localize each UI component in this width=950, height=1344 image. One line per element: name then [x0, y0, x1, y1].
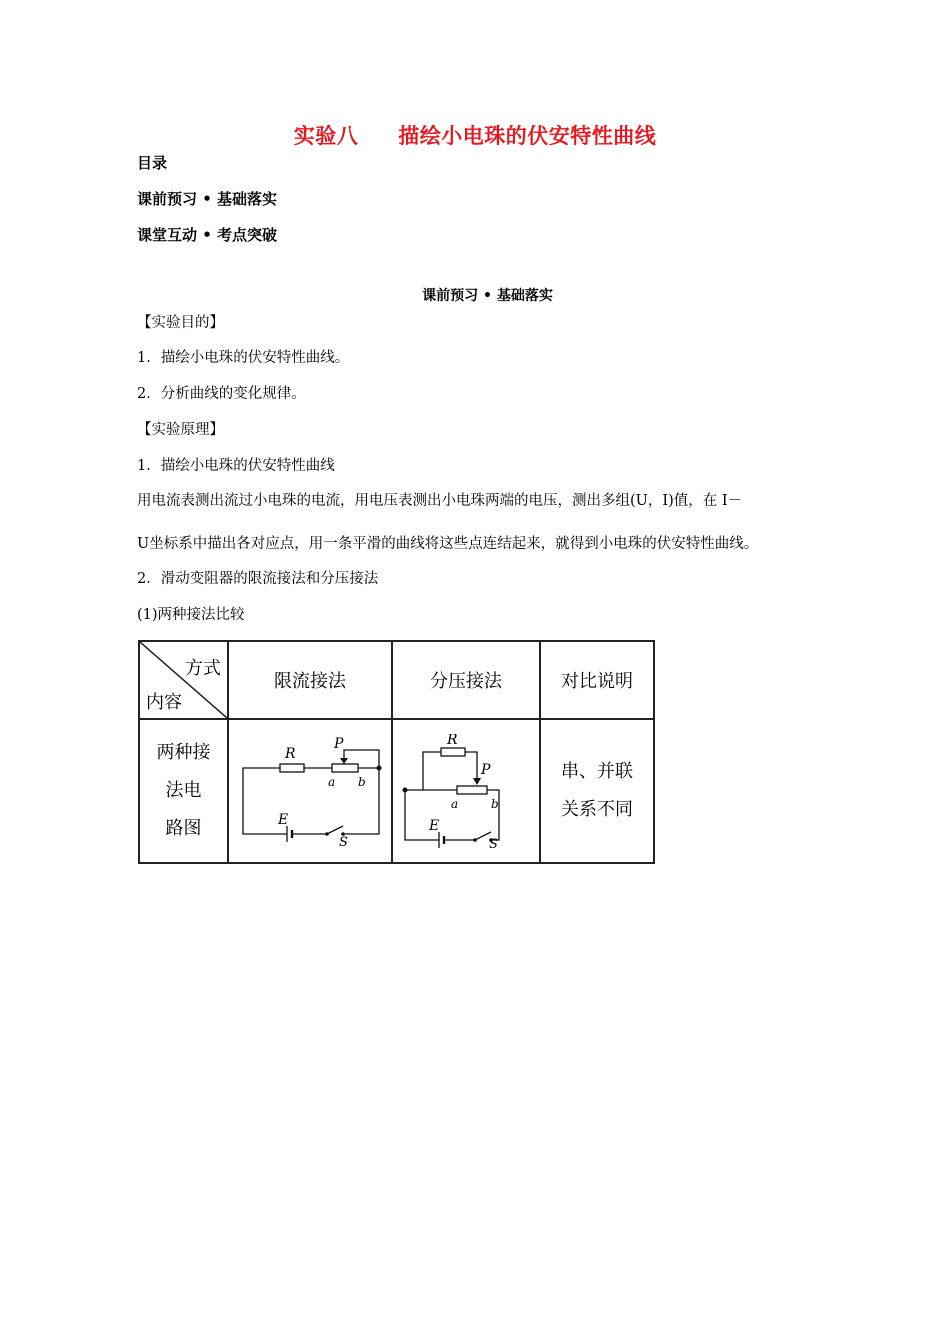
principle-para-line1: 用电流表测出流过小电珠的电流，用电压表测出小电珠两端的电压，测出多组(U，I)值，在 I－ [137, 493, 743, 509]
label-P: P [334, 736, 344, 752]
page-title [0, 120, 950, 150]
title-part2: 描绘小电珠的伏安特性曲线 [398, 124, 657, 148]
section-title: 课前预习 • 基础落实 [422, 288, 553, 304]
label-a: a [451, 796, 459, 811]
voltage-divider-circuit-diagram [401, 734, 531, 849]
current-limiting-circuit-cell [228, 719, 392, 863]
title-part1: 实验八 [293, 124, 359, 148]
header-comparison: 对比说明 [540, 641, 654, 719]
purpose-heading: 【实验目的】 [137, 315, 224, 331]
note-line1: 串、并联 [561, 761, 633, 782]
principle-para-line2: U坐标系中描出各对应点，用一条平滑的曲线将这些点连结起来，就得到小电珠的伏安特性曲线。 [137, 536, 759, 552]
header-voltage-divider: 分压接法 [392, 641, 540, 719]
label-S: S [489, 836, 498, 849]
voltage-divider-circuit-cell [392, 719, 540, 863]
toc-item-classroom[interactable]: 课堂互动 • 考点突破 [137, 226, 278, 244]
label-R: R [285, 746, 296, 762]
toc-heading: 目录 [137, 154, 168, 172]
header-current-limiting: 限流接法 [228, 641, 392, 719]
note-line2: 关系不同 [561, 799, 633, 820]
current-limiting-circuit-diagram [235, 736, 385, 846]
comparison-note-cell [540, 719, 654, 863]
label-S: S [339, 835, 348, 846]
label-b: b [358, 775, 366, 789]
comparison-table [138, 640, 655, 864]
principle-item-2: 2．滑动变阻器的限流接法和分压接法 [137, 571, 379, 587]
label-a: a [328, 775, 336, 789]
corner-top-label: 方式 [185, 658, 221, 679]
label-R: R [447, 733, 458, 748]
principle-heading: 【实验原理】 [137, 422, 224, 438]
purpose-item-1: 1．描绘小电珠的伏安特性曲线。 [137, 350, 350, 366]
label-E: E [429, 817, 440, 834]
principle-item-1: 1．描绘小电珠的伏安特性曲线 [137, 458, 335, 474]
row-label-cell [139, 719, 228, 863]
row-label-line1: 两种接 [156, 742, 211, 763]
principle-sub-1: (1)两种接法比较 [137, 607, 245, 623]
table-corner-cell [139, 641, 228, 719]
row-label-line2: 法电 [165, 780, 202, 801]
corner-bottom-label: 内容 [146, 692, 182, 713]
toc-item-preview[interactable]: 课前预习 • 基础落实 [137, 190, 278, 208]
purpose-item-2: 2．分析曲线的变化规律。 [137, 386, 306, 402]
label-P: P [481, 761, 491, 778]
row-label-line3: 路图 [165, 818, 202, 839]
label-E: E [278, 812, 289, 828]
label-b: b [491, 796, 499, 811]
